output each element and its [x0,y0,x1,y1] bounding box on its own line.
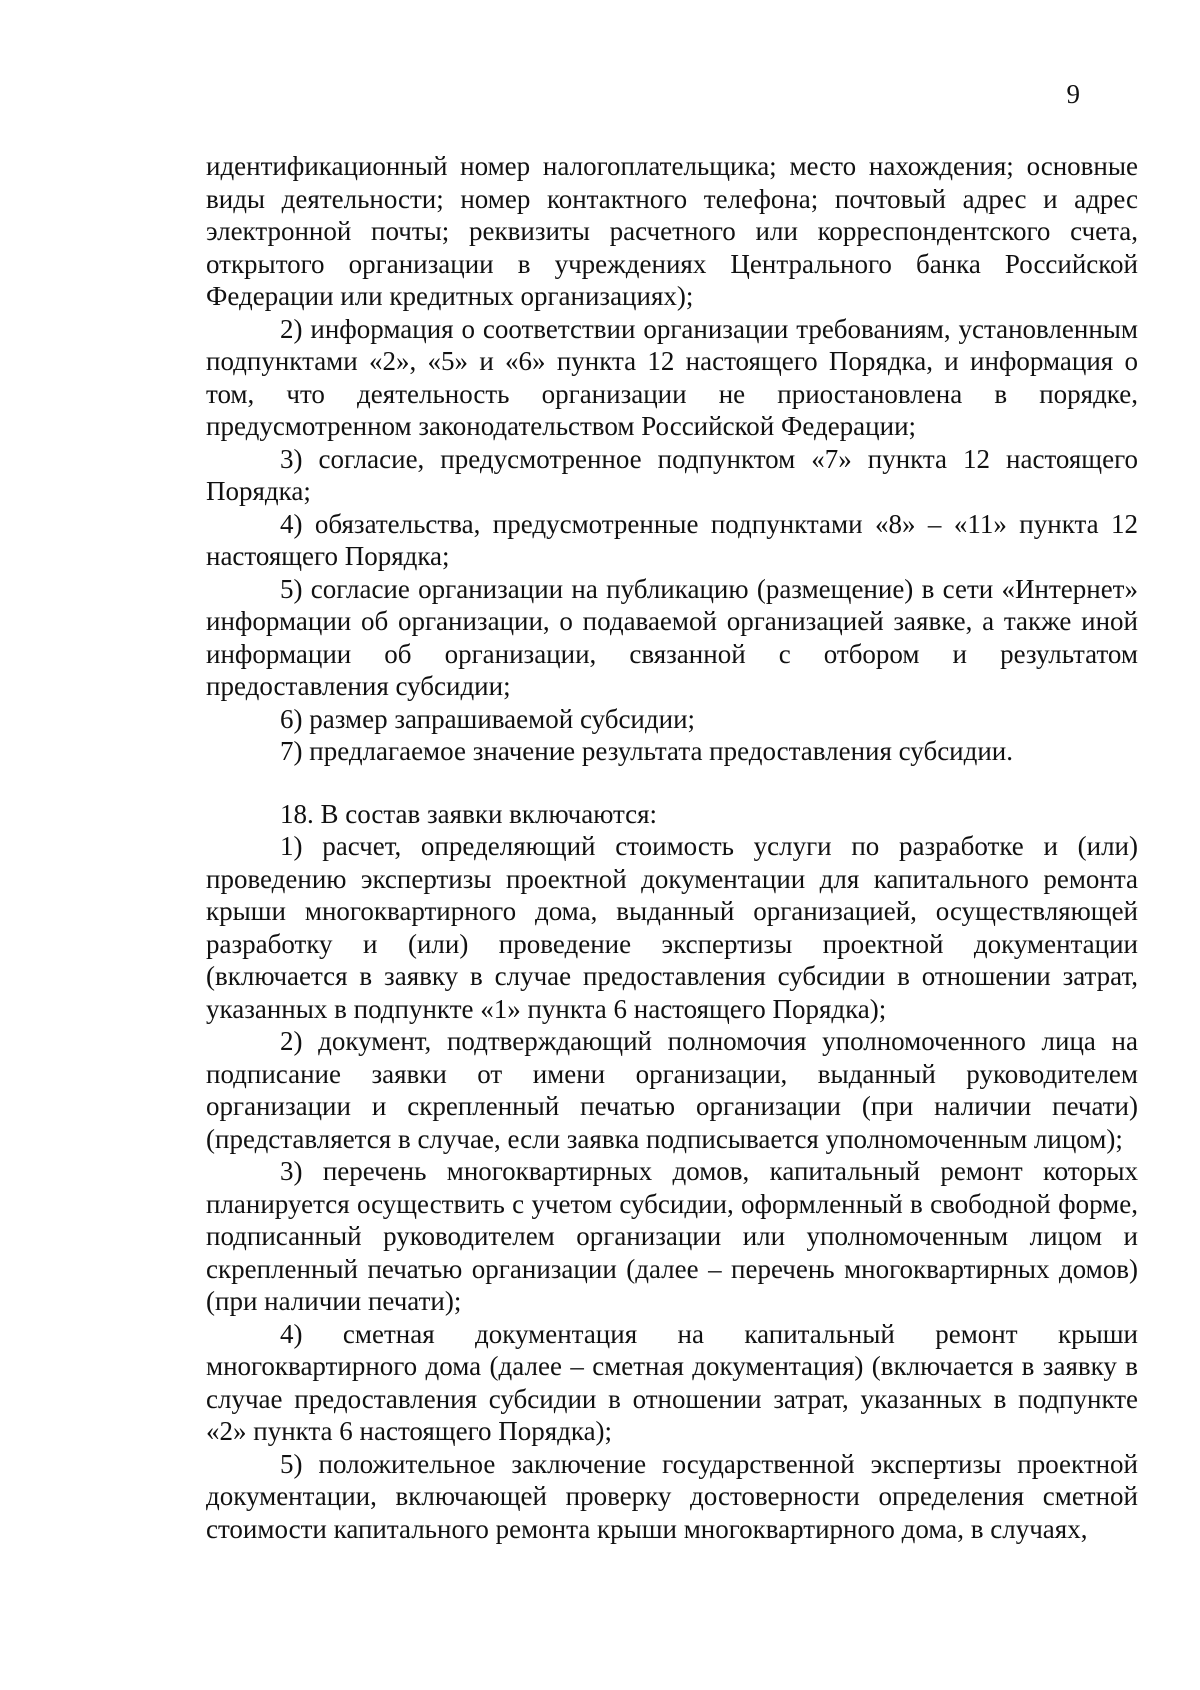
page-number: 9 [1066,79,1080,109]
paragraph-18-item-4-estimate-documentation: 4) сметная документация на капитальный ремонт крыши многоквартирного дома (далее – сметная документация) (включается в заявку в случае предоставления субсидии в отношении затрат, указанных в подпункте «2» пункта 6 настоящего Порядка); [206,1318,1138,1446]
document-body [206,150,1138,1545]
paragraph-18-item-2-authority-document: 2) документ, подтверждающий полномочия уполномоченного лица на подписание заявки от имени организации, выданный руководителем организации и скрепленный печатью организации (при наличии печати) (представляется в случае, если заявка подписывается уполномоченным лицом); [206,1026,1138,1154]
paragraph-item-4-obligations: 4) обязательства, предусмотренные подпунктами «8» – «11» пункта 12 настоящего Порядка; [206,508,1138,571]
paragraph-18-item-5-expert-conclusion: 5) положительное заключение государственной экспертизы проектной документации, включающей проверку достоверности определения сметной стоимости капитального ремонта крыши многоквартирного дома, в случаях, [206,1448,1138,1544]
paragraph-18-item-1-cost-calculation: 1) расчет, определяющий стоимость услуги по разработке и (или) проведению экспертизы проектной документации для капитального ремонта крыши многоквартирного дома, выданный организацией, осуществляющей разработку и (или) проведение экспертизы проектной документации (включается в заявку в случае предоставления субсидии в отношении затрат, указанных в подпункте «1» пункта 6 настоящего Порядка); [206,831,1138,1024]
paragraph-organization-details: идентификационный номер налогоплательщика; место нахождения; основные виды деятельности; номер контактного телефона; почтовый адрес и адрес электронной почты; реквизиты расчетного или корреспондентского счета, открытого организации в учреждениях Центрального банка Российской Федерации или кредитных организациях); [206,151,1138,311]
paragraph-item-2-compliance-info: 2) информация о соответствии организации требованиям, установленным подпунктами «2», «5» и «6» пункта 12 настоящего Порядка, и информация о том, что деятельность организации не приостановлена в порядке, предусмотренном законодательством Российской Федерации; [206,313,1138,441]
paragraph-18-item-3-building-list: 3) перечень многоквартирных домов, капитальный ремонт которых планируется осуществить с учетом субсидии, оформленный в свободной форме, подписанный руководителем организации или уполномоченным лицом и скрепленный печатью организации (далее – перечень многоквартирных домов) (при наличии печати); [206,1156,1138,1316]
paragraph-item-6-subsidy-amount: 6) размер запрашиваемой субсидии; [280,703,696,734]
section-heading-18: 18. В состав заявки включаются: [280,798,658,829]
paragraph-item-7-result-value: 7) предлагаемое значение результата предоставления субсидии. [280,736,1014,766]
paragraph-item-5-publication-consent: 5) согласие организации на публикацию (размещение) в сети «Интернет» информации об организации, о подаваемой организацией заявке, а также иной информации об организации, связанной с отбором и результатом предоставления субсидии; [206,573,1138,701]
paragraph-item-3-consent: 3) согласие, предусмотренное подпунктом «7» пункта 12 настоящего Порядка; [206,443,1138,506]
